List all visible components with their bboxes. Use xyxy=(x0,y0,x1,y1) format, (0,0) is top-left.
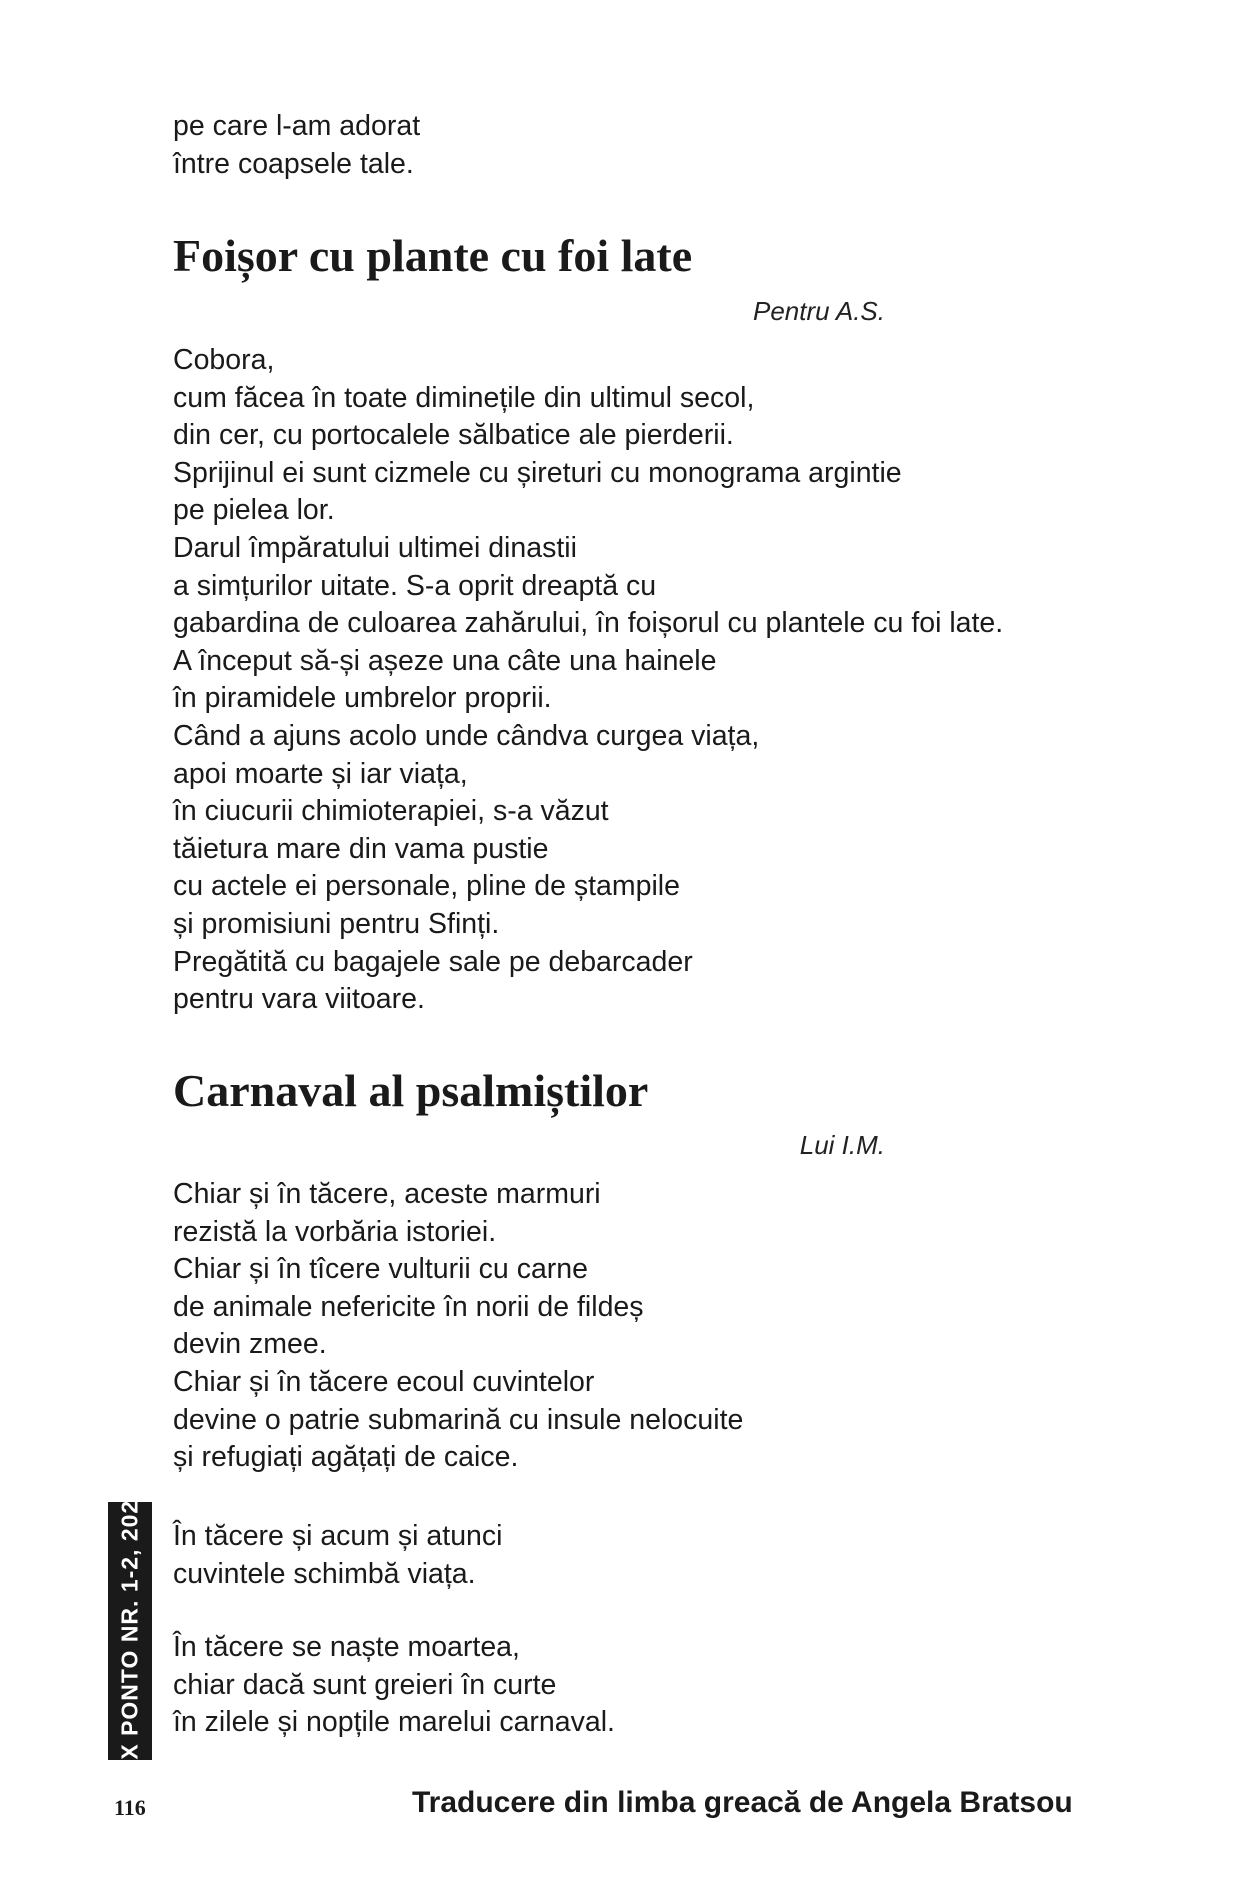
text-line: rezistă la vorbăria istoriei. xyxy=(173,1215,497,1248)
page-number: 116 xyxy=(114,1795,146,1820)
text-line: gabardina de culoarea zahărului, în foișorul cu plantele cu foi late. xyxy=(173,607,1004,640)
text-line: în piramidele umbrelor proprii. xyxy=(173,682,552,715)
poem-dedication: Lui I.M. xyxy=(799,1130,885,1160)
text-line: cum făcea în toate diminețile din ultimul secol, xyxy=(173,381,755,414)
text-line: din cer, cu portocalele sălbatice ale pierderii. xyxy=(173,419,734,452)
text-line: în zilele și nopțile marelui carnaval. xyxy=(173,1706,615,1739)
text-line: tăietura mare din vama pustie xyxy=(173,832,549,865)
continuation-block xyxy=(173,108,420,183)
text-line: Chiar și în tăcere ecoul cuvintelor xyxy=(173,1365,595,1398)
poem-stanza xyxy=(173,1629,615,1742)
text-line: pe care l-am adorat xyxy=(173,110,421,142)
text-line: pentru vara viitoare. xyxy=(173,983,425,1016)
text-line: în ciucurii chimioterapiei, s-a văzut xyxy=(173,795,609,828)
text-line: și promisiuni pentru Sfinți. xyxy=(173,907,500,940)
text-line: Când a ajuns acolo unde cândva curgea viața, xyxy=(173,719,760,752)
text-line: În tăcere și acum și atunci xyxy=(173,1520,503,1552)
poem-title: Carnaval al psalmiștilor xyxy=(173,1065,649,1116)
text-line: chiar dacă sunt greieri în curte xyxy=(173,1668,557,1701)
poem-stanza xyxy=(173,1176,743,1477)
text-line: pe pielea lor. xyxy=(173,494,335,527)
poem-dedication: Pentru A.S. xyxy=(753,296,885,326)
text-line: cu actele ei personale, pline de ștampile xyxy=(173,870,680,903)
text-line: între coapsele tale. xyxy=(173,147,414,180)
journal-side-label xyxy=(108,1485,152,1777)
text-line: a simțurilor uitate. S-a oprit dreaptă cu xyxy=(173,569,657,602)
text-line: apoi moarte și iar viața, xyxy=(173,757,468,790)
text-line: Chiar și în tăcere, aceste marmuri xyxy=(173,1178,601,1210)
translation-credit: Traducere din limba greacă de Angela Bratsou xyxy=(412,1786,1073,1819)
text-line: cuvintele schimbă viața. xyxy=(173,1557,476,1590)
text-line: de animale nefericite în norii de fildeș xyxy=(173,1290,644,1323)
text-line: Sprijinul ei sunt cizmele cu șireturi cu monograma argintie xyxy=(173,456,902,489)
text-line: devine o patrie submarină cu insule nelocuite xyxy=(173,1403,744,1436)
text-line: Pregătită cu bagajele sale pe debarcader xyxy=(173,945,693,978)
text-line: În tăcere se naște moartea, xyxy=(173,1631,520,1663)
text-line: devin zmee. xyxy=(173,1328,327,1361)
text-line: A început să-și așeze una câte una hainele xyxy=(173,644,717,677)
text-line: Chiar și în tîcere vulturii cu carne xyxy=(173,1253,588,1286)
poem-body xyxy=(173,342,1003,1019)
poem-title: Foișor cu plante cu foi late xyxy=(173,230,693,281)
poem-stanza xyxy=(173,1518,502,1593)
text-line: Cobora, xyxy=(173,344,275,376)
text-line: Darul împăratului ultimei dinastii xyxy=(173,531,577,564)
text-line: și refugiați agățați de caice. xyxy=(173,1441,519,1474)
journal-label-text: EX PONTO NR. 1-2, 2025 xyxy=(116,1485,143,1777)
